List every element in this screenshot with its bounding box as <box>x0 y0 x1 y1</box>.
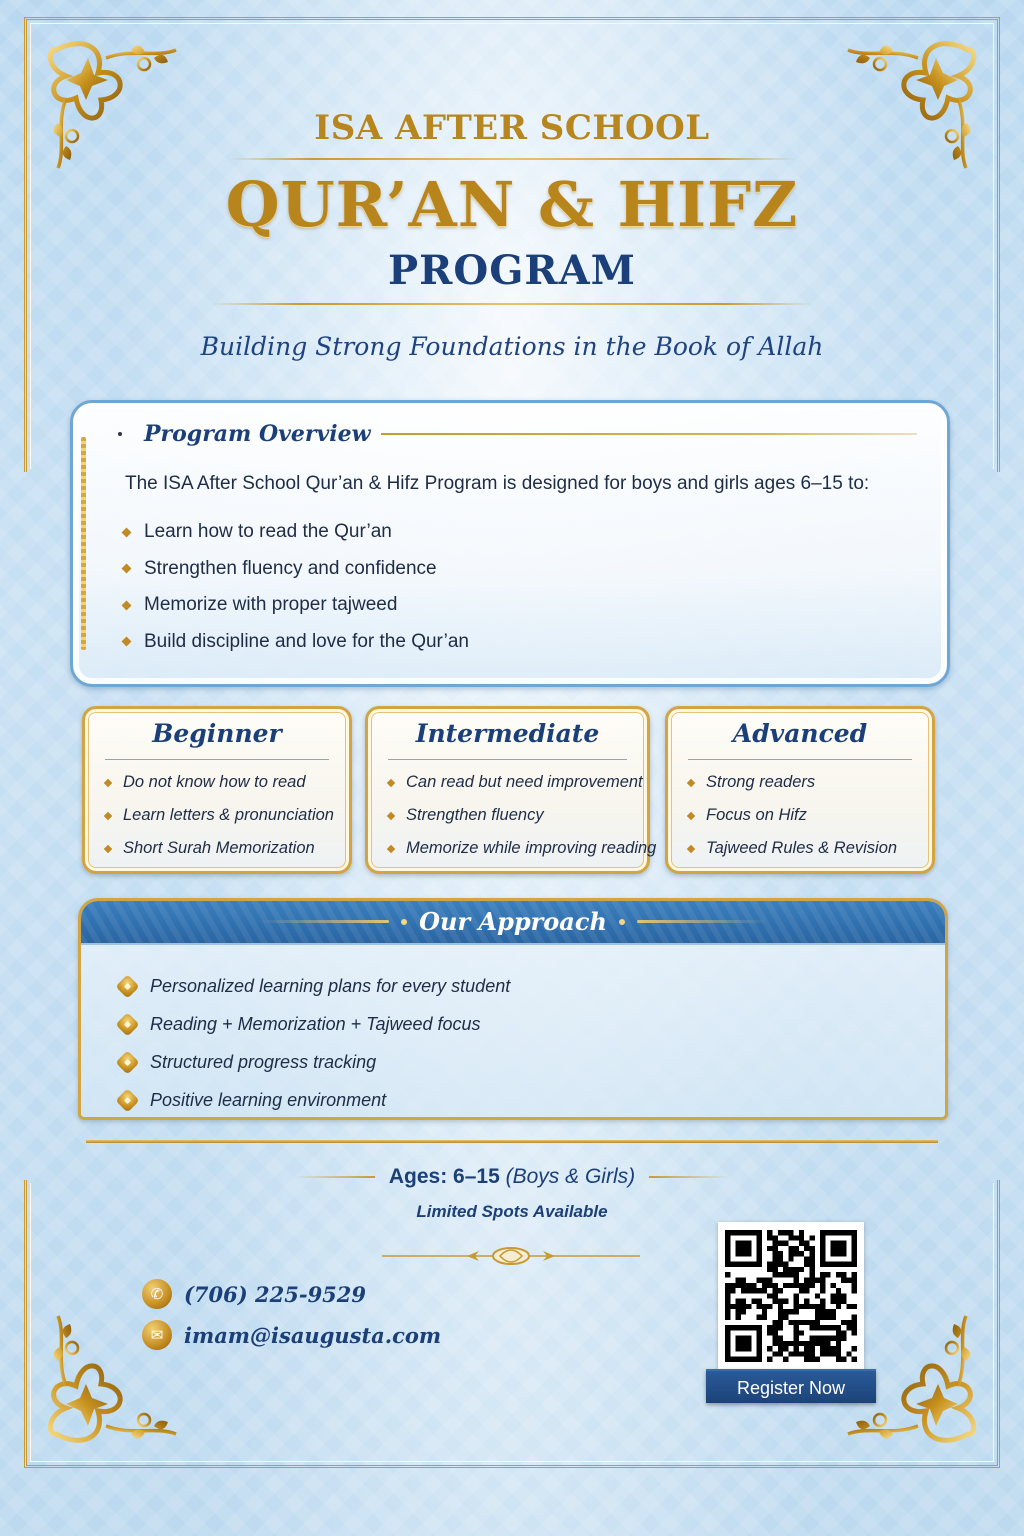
list-item: Focus on Hifz <box>688 799 924 832</box>
corner-ornament-top-left <box>36 28 186 178</box>
approach-heading: Our Approach <box>419 907 607 936</box>
level-divider <box>688 759 912 760</box>
level-list <box>105 766 341 865</box>
approach-heading-row <box>81 907 945 936</box>
list-item: Learn letters & pronunciation <box>105 799 341 832</box>
limited-spots-text: Limited Spots Available <box>416 1202 608 1221</box>
diamond-bullet-icon <box>687 778 695 786</box>
phone-contact[interactable] <box>142 1279 366 1309</box>
level-divider <box>105 759 329 760</box>
list-item: Tajweed Rules & Revision <box>688 832 924 865</box>
list-item: Strengthen fluency and confidence <box>123 551 469 588</box>
level-card-beginner <box>82 706 352 874</box>
diamond-bullet-icon <box>122 637 132 647</box>
overview-list <box>123 514 469 660</box>
level-card-advanced <box>665 706 935 874</box>
title-line-3: PROGRAM <box>388 247 636 294</box>
approach-header-band <box>81 901 945 945</box>
program-overview-card <box>70 400 950 687</box>
list-item: Strengthen fluency <box>388 799 639 832</box>
list-item: Positive learning environment <box>119 1081 510 1119</box>
email-contact[interactable] <box>142 1320 441 1350</box>
email-address[interactable]: imam@isaugusta.com <box>184 1322 442 1348</box>
level-list <box>688 766 924 865</box>
title-line-2: QUR’AN & HIFZ <box>225 168 799 241</box>
ornament-line-left <box>295 1176 375 1178</box>
title-line-1: ISA AFTER SCHOOL <box>314 108 710 148</box>
diamond-bullet-icon <box>387 778 395 786</box>
list-item: Structured progress tracking <box>119 1043 510 1081</box>
title-divider-top <box>228 158 796 160</box>
overview-intro: The ISA After School Qur’an & Hifz Program is designed for boys and girls ages 6–15 to: <box>125 473 870 494</box>
tagline: Building Strong Foundations in the Book of Allah <box>200 332 824 361</box>
qr-code[interactable] <box>718 1222 864 1370</box>
list-item: Can read but need improvement <box>388 766 639 799</box>
ornament-line-left <box>259 920 389 923</box>
gold-diamond-icon <box>115 1088 139 1112</box>
gold-diamond-icon <box>115 974 139 998</box>
level-title: Beginner <box>152 719 282 748</box>
overview-heading: Program Overview <box>144 421 371 447</box>
diamond-bullet-icon <box>687 844 695 852</box>
level-title: Advanced <box>732 719 868 748</box>
ages-label: Ages: 6–15 <box>388 1165 500 1188</box>
diamond-bullet-icon <box>387 844 395 852</box>
level-card-intermediate <box>365 706 657 874</box>
list-item: Short Surah Memorization <box>105 832 341 865</box>
ages-text <box>389 1165 635 1189</box>
diamond-bullet-icon <box>104 844 112 852</box>
diamond-bullet-icon <box>387 811 395 819</box>
corner-ornament-top-right <box>838 28 988 178</box>
section-divider <box>86 1140 938 1143</box>
ornament-line-right <box>637 920 767 923</box>
diamond-bullet-icon <box>104 811 112 819</box>
ornament-dot <box>401 919 407 925</box>
flourish-divider <box>382 1244 640 1268</box>
dot-icon <box>118 432 122 436</box>
level-divider <box>388 759 627 760</box>
list-item: Strong readers <box>688 766 924 799</box>
list-item: Memorize while improving reading <box>388 832 639 865</box>
phone-number[interactable]: (706) 225-9529 <box>184 1281 367 1307</box>
level-list <box>388 766 657 865</box>
gold-accent-bar <box>81 437 86 650</box>
ornament-line-right <box>649 1176 729 1178</box>
ornament-dot <box>619 919 625 925</box>
gold-diamond-icon <box>115 1050 139 1074</box>
qr-code-graphic <box>725 1229 857 1363</box>
phone-icon: ✆ <box>142 1279 172 1309</box>
overview-heading-row <box>118 421 917 447</box>
gold-diamond-icon <box>115 1012 139 1036</box>
list-item: Build discipline and love for the Qur’an <box>123 624 469 661</box>
envelope-icon: ✉ <box>142 1320 172 1350</box>
diamond-bullet-icon <box>122 564 132 574</box>
diamond-bullet-icon <box>104 778 112 786</box>
list-item: Personalized learning plans for every student <box>119 967 510 1005</box>
diamond-bullet-icon <box>122 600 132 610</box>
approach-list <box>119 967 510 1119</box>
list-item: Learn how to read the Qur’an <box>123 514 469 551</box>
list-item: Memorize with proper tajweed <box>123 587 469 624</box>
approach-card <box>78 898 948 1120</box>
ages-row <box>0 1165 1024 1189</box>
list-item: Reading + Memorization + Tajweed focus <box>119 1005 510 1043</box>
register-now-button[interactable]: Register Now <box>706 1369 876 1403</box>
diamond-bullet-icon <box>122 527 132 537</box>
diamond-bullet-icon <box>687 811 695 819</box>
list-item: Do not know how to read <box>105 766 341 799</box>
title-divider-bottom <box>210 303 814 305</box>
heading-divider <box>381 433 917 435</box>
ages-note: (Boys & Girls) <box>505 1165 636 1188</box>
level-title: Intermediate <box>415 719 600 748</box>
